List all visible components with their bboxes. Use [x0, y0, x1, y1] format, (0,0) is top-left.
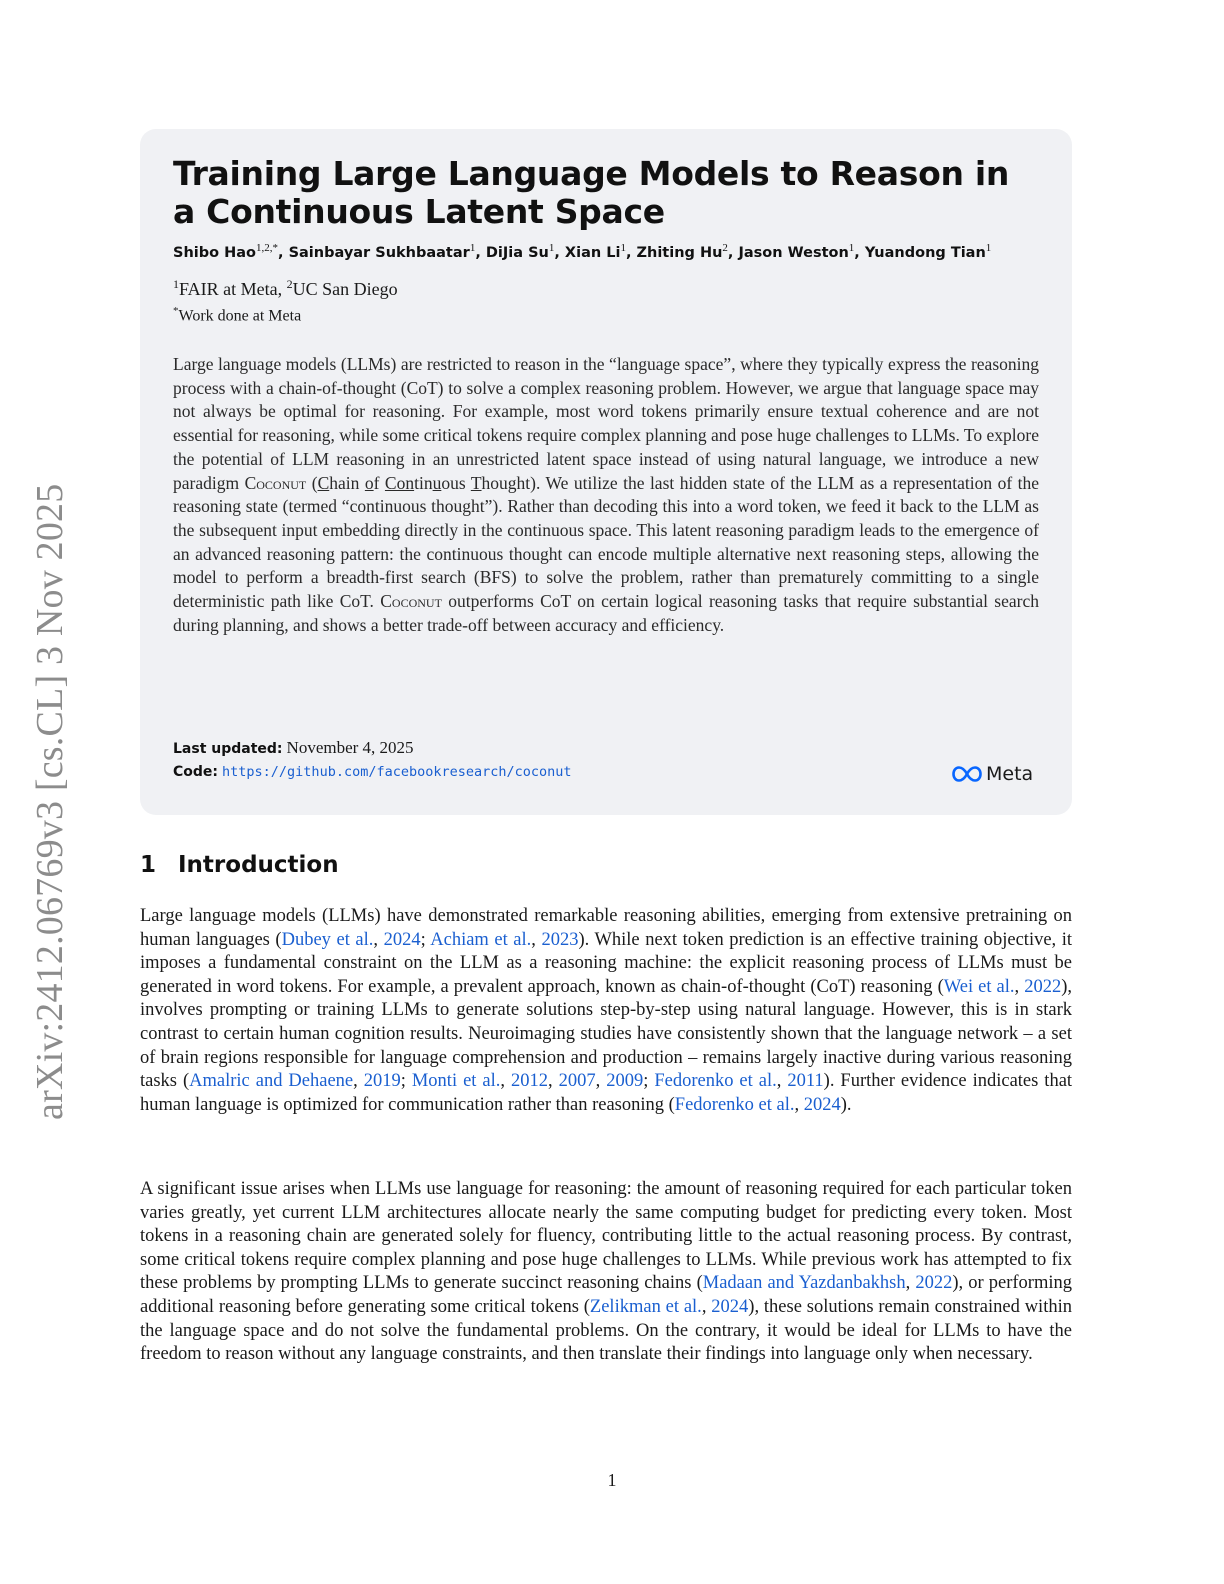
paragraph-text: ), these solutions remain constrained within the language space and do not solve the fundamental problems. On the contrary, it would be ideal for LLMs to have the freedom to reason without any language constraints, and then translate their findings into language only when necessary.	[140, 1296, 1072, 1365]
code-line: Code: https://github.com/facebookresearch/coconut	[173, 764, 572, 780]
code-label: Code	[173, 764, 213, 780]
paragraph-text: ,	[595, 1071, 607, 1092]
author: Yuandong Tian$^1$	[864, 242, 992, 261]
paragraph-text: ,	[1014, 976, 1025, 997]
citation-link[interactable]: Amalric and Dehaene	[189, 1071, 354, 1092]
citation-link[interactable]: Achiam et al.	[430, 929, 532, 950]
meta-logo	[952, 763, 1033, 785]
abstract: Large language models (LLMs) are restricted to reason in the “language space”, where they typically express the reasoning process with a chain-of-thought (CoT) to solve a complex reasoning problem. However, we argue that language space may not always be optimal for reasoning. For example, most word tokens primarily ensure textual coherence and are not essential for reasoning, while some critical tokens require complex planning and pose huge challenges to LLMs. To explore the potential of LLM reasoning in an unrestricted latent space instead of using natural language, we introduce a new paradigm Coconut (Chain of Continuous Thought). We utilize the last hidden state of the LLM as a representation of the reasoning state (termed “continuous thought”). Rather than decoding this into a word token, we feed it back to the LLM as the subsequent input embedding directly in the continuous space. This latent reasoning paradigm leads to the emergence of an advanced reasoning pattern: the continuous thought can encode multiple alternative next reasoning steps, allowing the model to perform a breadth-first search (BFS) to solve the problem, rather than prematurely committing to a single deterministic path like CoT. Coconut outperforms CoT on certain logical reasoning tasks that require substantial search during planning, and shows a better trade-off between accuracy and efficiency.	[173, 354, 1040, 635]
paragraph-text: ,	[547, 1071, 559, 1092]
author: Xian Li$^1$	[564, 242, 626, 261]
citation-link[interactable]: 2007	[558, 1071, 596, 1092]
paragraph-text: ,	[701, 1296, 712, 1317]
author: Jason Weston$^1$	[738, 242, 855, 261]
citation-link[interactable]: 2022	[1024, 976, 1062, 997]
citation-link[interactable]: 2024	[383, 929, 421, 950]
paragraph-text: ,	[353, 1071, 364, 1092]
paragraph-text: ).	[840, 1094, 852, 1115]
paper-header-box	[140, 129, 1072, 815]
paragraph-text: ), involves prompting or training LLMs to generate solutions step-by-step using natural language. However, this is in stark contrast to certain human cognition results. Neuroimaging studies have consistently shown that the language network – a set of brain regions responsible for language comprehension and production – remains largely inactive during various reasoning tasks (	[140, 976, 1073, 1092]
code-link[interactable]: https://github.com/facebookresearch/coconut	[222, 764, 572, 780]
affiliations: $^1$FAIR at Meta, $^2$UC San Diego	[173, 277, 398, 299]
paragraph-text: A significant issue arises when LLMs use language for reasoning: the amount of reasoning required for each particular token varies greatly, yet current LLM architectures allocate nearly the same computing budget for predicting every token. Most tokens in a reasoning chain are generated solely for fluency, contributing little to the actual reasoning process. By contrast, some critical tokens require complex planning and pose huge challenges to LLMs. While previous work has attempted to fix these problems by prompting LLMs to generate succinct reasoning chains (	[140, 1179, 1072, 1294]
citation-link[interactable]: Fedorenko et al.	[654, 1071, 777, 1092]
citation-link[interactable]: 2011	[787, 1071, 824, 1092]
section-number: 1	[140, 852, 157, 878]
author: Zhiting Hu$^2$	[636, 242, 728, 261]
citation-link[interactable]: Wei et al.	[943, 976, 1015, 997]
citation-link[interactable]: 2019	[363, 1071, 401, 1092]
section-heading	[140, 852, 339, 878]
paper-title: Training Large Language Models to Reason in a Continuous Latent Space	[173, 154, 1010, 231]
paragraph-text: ;	[400, 1071, 412, 1092]
paragraph-text: ;	[643, 1071, 655, 1092]
paragraph-text: ,	[500, 1071, 511, 1092]
paragraph-text: ,	[794, 1094, 804, 1115]
paragraph-text: ). While next token prediction is an effective training objective, it imposes a fundamental constraint on the LLM as a reasoning machine: the explicit reasoning process of LLMs must be generated in word tokens. For example, a prevalent approach, known as chain-of-thought (CoT) reasoning (	[140, 929, 1073, 997]
citation-link[interactable]: Fedorenko et al.	[674, 1094, 795, 1115]
author-list: Shibo Hao$^{1,2,*}$, Sainbayar Sukhbaatar$^1$, DiJia Su$^1$, Xian Li$^1$, Zhiting Hu$^2$, Jason Weston$^1$, Yuandong Tian$^1$	[173, 242, 992, 261]
meta-infinity-icon	[952, 766, 982, 782]
paragraph-text: Large language models (LLMs) have demonstrated remarkable reasoning abilities, emerging from extensive pretraining on human languages (	[140, 906, 1072, 950]
paragraph-text: ,	[373, 929, 384, 950]
last-updated	[173, 738, 414, 758]
paragraph-text: ), or performing additional reasoning before generating some critical tokens (	[140, 1273, 1072, 1317]
paragraph-text: ,	[776, 1071, 788, 1092]
meta-logo-text: Meta	[986, 763, 1034, 785]
citation-link[interactable]: 2024	[711, 1296, 749, 1317]
method-name: Coconut	[244, 472, 307, 493]
paragraph-text: ,	[905, 1273, 916, 1294]
last-updated-value: November 4, 2025	[286, 738, 414, 757]
citation-link[interactable]: 2022	[915, 1273, 953, 1294]
arxiv-side-stamp: arXiv:2412.06769v3 [cs.CL] 3 Nov 2025	[29, 483, 71, 1120]
author: Sainbayar Sukhbaatar$^1$	[288, 242, 476, 261]
page-number: 1	[607, 1470, 617, 1490]
citation-link[interactable]: 2023	[541, 929, 579, 950]
citation-link[interactable]: Zelikman et al.	[589, 1296, 702, 1317]
author: DiJia Su$^1$	[485, 242, 555, 261]
citation-link[interactable]: Dubey et al.	[281, 929, 374, 950]
citation-link[interactable]: 2012	[510, 1071, 548, 1092]
author: Shibo Hao$^{1,2,*}$	[173, 242, 279, 261]
method-name: Coconut	[380, 591, 442, 612]
citation-link[interactable]: 2009	[606, 1071, 644, 1092]
citation-link[interactable]: Madaan and Yazdanbakhsh	[702, 1273, 906, 1294]
author-note: *Work done at Meta	[173, 305, 302, 325]
intro-paragraph-1	[140, 905, 1072, 1117]
intro-paragraph-2	[140, 1178, 1072, 1367]
section-title: Introduction	[178, 852, 339, 878]
last-updated-label: Last updated:	[173, 741, 283, 757]
paragraph-text: ,	[531, 929, 542, 950]
citation-link[interactable]: 2024	[803, 1094, 841, 1115]
paragraph-text: ;	[420, 929, 431, 950]
citation-link[interactable]: Monti et al.	[411, 1071, 501, 1092]
paragraph-text: ). Further evidence indicates that human language is optimized for communication rather than reasoning (	[140, 1071, 1073, 1115]
